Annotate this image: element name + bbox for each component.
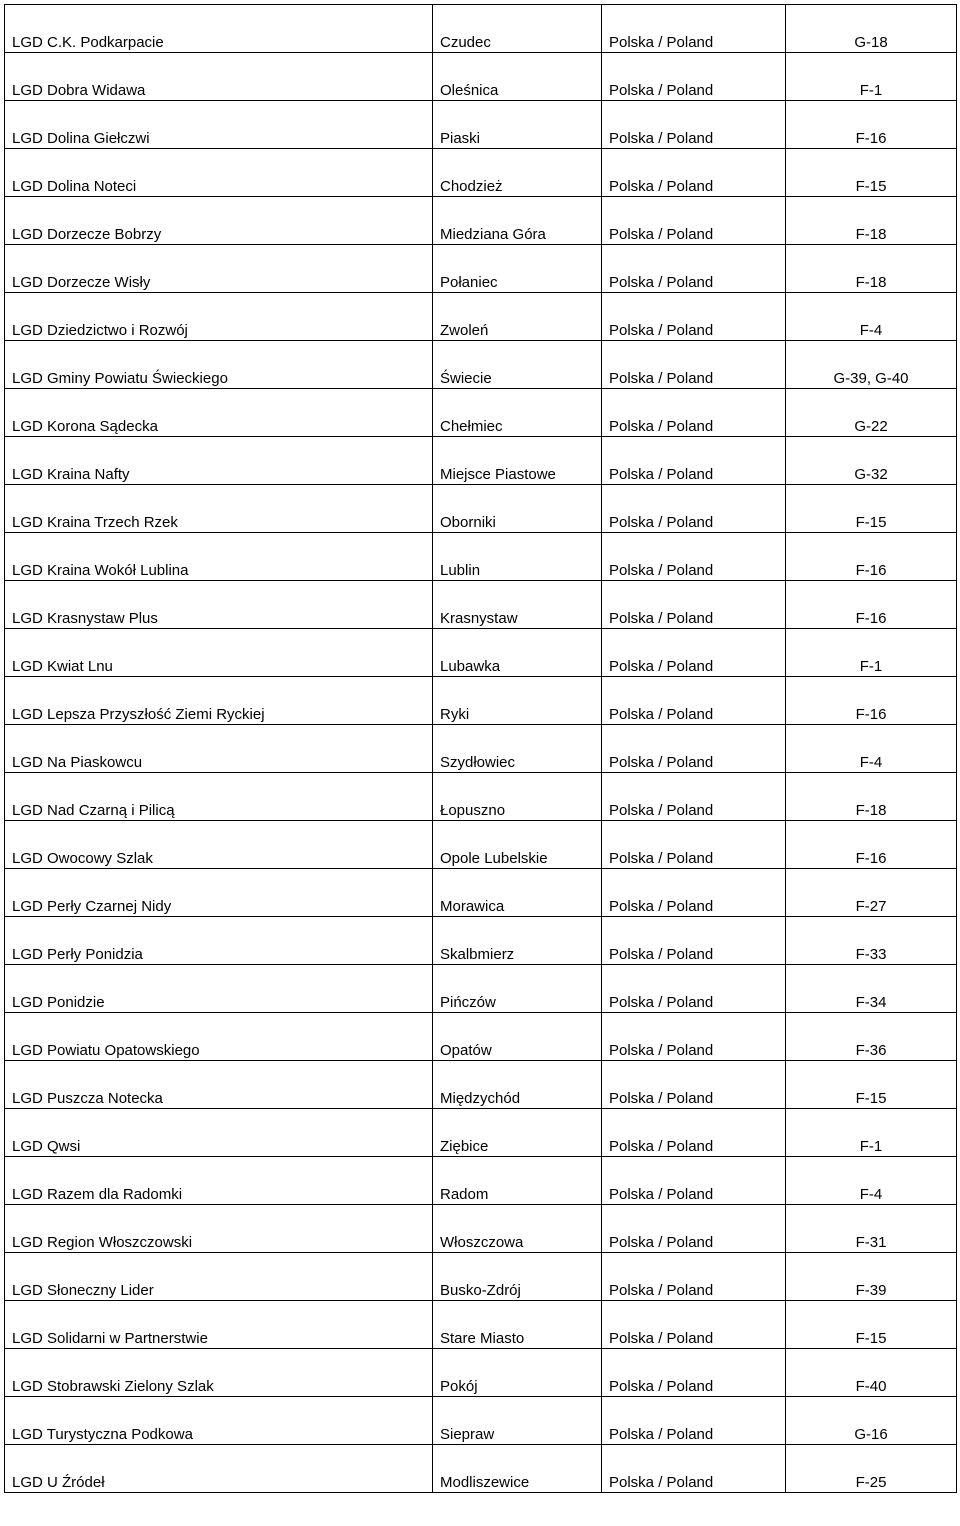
lgd-name-cell	[5, 1445, 433, 1493]
table-row	[5, 1013, 957, 1061]
city-cell	[433, 1205, 602, 1253]
country-cell-text: Polska / Poland	[609, 946, 714, 963]
region-code-cell-text: F-4	[859, 1186, 883, 1203]
country-cell	[602, 629, 786, 677]
region-code-cell	[786, 533, 957, 581]
region-code-cell	[786, 149, 957, 197]
city-cell	[433, 437, 602, 485]
lgd-name-cell-text: LGD Qwsi	[12, 1138, 81, 1155]
lgd-name-cell	[5, 1397, 433, 1445]
country-cell-text: Polska / Poland	[609, 1234, 714, 1251]
city-cell-text: Pokój	[440, 1378, 478, 1395]
lgd-name-cell	[5, 581, 433, 629]
lgd-name-cell-text: LGD Nad Czarną i Pilicą	[12, 802, 175, 819]
lgd-name-cell	[5, 1109, 433, 1157]
country-cell	[602, 677, 786, 725]
country-cell	[602, 917, 786, 965]
table-row	[5, 677, 957, 725]
region-code-cell-text: F-27	[855, 898, 887, 915]
region-code-cell	[786, 1013, 957, 1061]
region-code-cell	[786, 1061, 957, 1109]
city-cell	[433, 821, 602, 869]
country-cell-text: Polska / Poland	[609, 658, 714, 675]
region-code-cell-text: F-36	[855, 1042, 887, 1059]
country-cell-text: Polska / Poland	[609, 370, 714, 387]
region-code-cell	[786, 1301, 957, 1349]
country-cell	[602, 821, 786, 869]
city-cell	[433, 149, 602, 197]
country-cell-text: Polska / Poland	[609, 562, 714, 579]
country-cell	[602, 1013, 786, 1061]
region-code-cell-text: F-18	[855, 802, 887, 819]
region-code-cell-text: F-39	[855, 1282, 887, 1299]
country-cell-text: Polska / Poland	[609, 514, 714, 531]
city-cell-text: Międzychód	[440, 1090, 521, 1107]
table-row	[5, 1157, 957, 1205]
region-code-cell	[786, 1397, 957, 1445]
country-cell-text: Polska / Poland	[609, 1090, 714, 1107]
lgd-name-cell-text: LGD Solidarni w Partnerstwie	[12, 1330, 208, 1347]
table-row	[5, 485, 957, 533]
city-cell	[433, 677, 602, 725]
table-row	[5, 1349, 957, 1397]
region-code-cell-text: F-16	[855, 562, 887, 579]
lgd-name-cell	[5, 1157, 433, 1205]
country-cell	[602, 1253, 786, 1301]
region-code-cell	[786, 581, 957, 629]
table-row	[5, 629, 957, 677]
lgd-name-cell-text: LGD Kraina Nafty	[12, 466, 130, 483]
table-row	[5, 53, 957, 101]
table-row	[5, 1397, 957, 1445]
region-code-cell	[786, 245, 957, 293]
country-cell-text: Polska / Poland	[609, 802, 714, 819]
lgd-name-cell-text: LGD Dziedzictwo i Rozwój	[12, 322, 188, 339]
lgd-name-cell	[5, 1013, 433, 1061]
lgd-name-cell	[5, 53, 433, 101]
region-code-cell	[786, 437, 957, 485]
lgd-name-cell-text: LGD Dorzecze Bobrzy	[12, 226, 162, 243]
region-code-cell	[786, 773, 957, 821]
region-code-cell-text: F-15	[855, 514, 887, 531]
city-cell	[433, 53, 602, 101]
table-row	[5, 773, 957, 821]
country-cell	[602, 53, 786, 101]
region-code-cell	[786, 725, 957, 773]
table-row	[5, 101, 957, 149]
lgd-name-cell	[5, 437, 433, 485]
city-cell-text: Piaski	[440, 130, 481, 147]
table-row	[5, 821, 957, 869]
country-cell	[602, 581, 786, 629]
city-cell-text: Opole Lubelskie	[440, 850, 548, 867]
city-cell-text: Połaniec	[440, 274, 498, 291]
city-cell-text: Lubawka	[440, 658, 501, 675]
city-cell-text: Świecie	[440, 370, 492, 387]
city-cell	[433, 293, 602, 341]
city-cell	[433, 869, 602, 917]
lgd-name-cell-text: LGD Kraina Trzech Rzek	[12, 514, 178, 531]
table-row	[5, 293, 957, 341]
city-cell-text: Miejsce Piastowe	[440, 466, 556, 483]
city-cell-text: Chodzież	[440, 178, 503, 195]
city-cell	[433, 245, 602, 293]
lgd-name-cell-text: LGD Korona Sądecka	[12, 418, 158, 435]
lgd-name-cell-text: LGD Krasnystaw Plus	[12, 610, 158, 627]
lgd-name-cell-text: LGD Perły Czarnej Nidy	[12, 898, 172, 915]
region-code-cell	[786, 1205, 957, 1253]
city-cell-text: Lublin	[440, 562, 481, 579]
city-cell-text: Krasnystaw	[440, 610, 518, 627]
region-code-cell-text: F-15	[855, 1330, 887, 1347]
region-code-cell	[786, 389, 957, 437]
city-cell-text: Zwoleń	[440, 322, 489, 339]
table-row	[5, 1445, 957, 1493]
region-code-cell-text: F-16	[855, 130, 887, 147]
city-cell	[433, 1253, 602, 1301]
city-cell-text: Miedziana Góra	[440, 226, 546, 243]
table-row	[5, 341, 957, 389]
lgd-name-cell	[5, 1349, 433, 1397]
city-cell-text: Włoszczowa	[440, 1234, 524, 1251]
country-cell-text: Polska / Poland	[609, 322, 714, 339]
lgd-name-cell-text: LGD Owocowy Szlak	[12, 850, 153, 867]
city-cell	[433, 629, 602, 677]
country-cell	[602, 1109, 786, 1157]
country-cell	[602, 1301, 786, 1349]
city-cell	[433, 917, 602, 965]
region-code-cell	[786, 1445, 957, 1493]
table-row	[5, 389, 957, 437]
region-code-cell-text: F-16	[855, 610, 887, 627]
country-cell	[602, 773, 786, 821]
region-code-cell-text: G-32	[854, 466, 888, 483]
region-code-cell-text: F-18	[855, 274, 887, 291]
region-code-cell-text: F-16	[855, 850, 887, 867]
lgd-name-cell-text: LGD Dorzecze Wisły	[12, 274, 151, 291]
city-cell	[433, 1061, 602, 1109]
country-cell	[602, 5, 786, 53]
country-cell-text: Polska / Poland	[609, 226, 714, 243]
region-code-cell-text: G-39, G-40	[833, 370, 909, 387]
lgd-name-cell	[5, 101, 433, 149]
table-row	[5, 965, 957, 1013]
city-cell	[433, 1013, 602, 1061]
country-cell	[602, 1061, 786, 1109]
city-cell	[433, 1397, 602, 1445]
country-cell	[602, 1349, 786, 1397]
region-code-cell-text: F-1	[859, 658, 883, 675]
lgd-name-cell	[5, 1301, 433, 1349]
country-cell-text: Polska / Poland	[609, 418, 714, 435]
lgd-name-cell-text: LGD Słoneczny Lider	[12, 1282, 154, 1299]
region-code-cell-text: F-40	[855, 1378, 887, 1395]
country-cell-text: Polska / Poland	[609, 1330, 714, 1347]
region-code-cell-text: F-4	[859, 754, 883, 771]
lgd-name-cell-text: LGD Na Piaskowcu	[12, 754, 143, 771]
lgd-name-cell	[5, 1253, 433, 1301]
city-cell-text: Chełmiec	[440, 418, 503, 435]
country-cell-text: Polska / Poland	[609, 850, 714, 867]
city-cell-text: Morawica	[440, 898, 505, 915]
lgd-name-cell	[5, 197, 433, 245]
country-cell	[602, 245, 786, 293]
country-cell-text: Polska / Poland	[609, 1282, 714, 1299]
city-cell	[433, 341, 602, 389]
lgd-name-cell	[5, 677, 433, 725]
table-row	[5, 917, 957, 965]
country-cell-text: Polska / Poland	[609, 1138, 714, 1155]
country-cell-text: Polska / Poland	[609, 34, 714, 51]
country-cell-text: Polska / Poland	[609, 754, 714, 771]
city-cell	[433, 773, 602, 821]
lgd-name-cell-text: LGD Gminy Powiatu Świeckiego	[12, 370, 228, 387]
country-cell-text: Polska / Poland	[609, 1378, 714, 1395]
region-code-cell	[786, 1157, 957, 1205]
city-cell	[433, 581, 602, 629]
lgd-name-cell-text: LGD Dobra Widawa	[12, 82, 146, 99]
lgd-name-cell	[5, 917, 433, 965]
region-code-cell-text: F-18	[855, 226, 887, 243]
city-cell	[433, 1349, 602, 1397]
city-cell-text: Skalbmierz	[440, 946, 515, 963]
lgd-name-cell-text: LGD Ponidzie	[12, 994, 105, 1011]
city-cell-text: Modliszewice	[440, 1474, 530, 1491]
lgd-name-cell-text: LGD Kwiat Lnu	[12, 658, 113, 675]
lgd-name-cell	[5, 629, 433, 677]
region-code-cell	[786, 677, 957, 725]
country-cell-text: Polska / Poland	[609, 130, 714, 147]
lgd-name-cell-text: LGD Razem dla Radomki	[12, 1186, 183, 1203]
region-code-cell-text: F-16	[855, 706, 887, 723]
country-cell-text: Polska / Poland	[609, 466, 714, 483]
country-cell	[602, 293, 786, 341]
city-cell-text: Siepraw	[440, 1426, 495, 1443]
lgd-name-cell	[5, 1061, 433, 1109]
table-row	[5, 437, 957, 485]
city-cell	[433, 101, 602, 149]
city-cell	[433, 965, 602, 1013]
lgd-name-cell-text: LGD U Źródeł	[12, 1474, 105, 1491]
city-cell-text: Oborniki	[440, 514, 496, 531]
region-code-cell-text: F-31	[855, 1234, 887, 1251]
table-row	[5, 5, 957, 53]
city-cell-text: Pińczów	[440, 994, 496, 1011]
lgd-name-cell	[5, 773, 433, 821]
city-cell	[433, 1445, 602, 1493]
country-cell	[602, 197, 786, 245]
country-cell	[602, 869, 786, 917]
country-cell-text: Polska / Poland	[609, 82, 714, 99]
country-cell	[602, 533, 786, 581]
region-code-cell	[786, 1109, 957, 1157]
region-code-cell	[786, 197, 957, 245]
country-cell	[602, 965, 786, 1013]
table-row	[5, 149, 957, 197]
region-code-cell-text: F-1	[859, 1138, 883, 1155]
lgd-name-cell-text: LGD Perły Ponidzia	[12, 946, 143, 963]
table-row	[5, 581, 957, 629]
region-code-cell-text: F-15	[855, 178, 887, 195]
region-code-cell	[786, 965, 957, 1013]
region-code-cell	[786, 1253, 957, 1301]
lgd-name-cell	[5, 485, 433, 533]
country-cell	[602, 485, 786, 533]
country-cell-text: Polska / Poland	[609, 274, 714, 291]
lgd-name-cell-text: LGD Region Włoszczowski	[12, 1234, 193, 1251]
city-cell-text: Busko-Zdrój	[440, 1282, 521, 1299]
lgd-name-cell-text: LGD C.K. Podkarpacie	[12, 34, 164, 51]
lgd-name-cell	[5, 533, 433, 581]
country-cell	[602, 389, 786, 437]
country-cell	[602, 1445, 786, 1493]
table-row	[5, 1109, 957, 1157]
country-cell	[602, 1205, 786, 1253]
lgd-name-cell	[5, 341, 433, 389]
region-code-cell	[786, 5, 957, 53]
country-cell	[602, 725, 786, 773]
country-cell-text: Polska / Poland	[609, 178, 714, 195]
region-code-cell-text: G-18	[854, 34, 888, 51]
country-cell	[602, 1157, 786, 1205]
country-cell-text: Polska / Poland	[609, 1426, 714, 1443]
city-cell-text: Szydłowiec	[440, 754, 516, 771]
lgd-table-body	[5, 5, 957, 1493]
region-code-cell-text: F-15	[855, 1090, 887, 1107]
region-code-cell-text: F-34	[855, 994, 887, 1011]
lgd-name-cell	[5, 821, 433, 869]
city-cell-text: Oleśnica	[440, 82, 499, 99]
city-cell	[433, 197, 602, 245]
region-code-cell-text: F-4	[859, 322, 883, 339]
lgd-name-cell-text: LGD Kraina Wokół Lublina	[12, 562, 189, 579]
table-row	[5, 245, 957, 293]
city-cell	[433, 1301, 602, 1349]
lgd-name-cell	[5, 869, 433, 917]
country-cell-text: Polska / Poland	[609, 994, 714, 1011]
lgd-name-cell	[5, 725, 433, 773]
city-cell	[433, 725, 602, 773]
region-code-cell	[786, 821, 957, 869]
country-cell-text: Polska / Poland	[609, 1042, 714, 1059]
country-cell	[602, 101, 786, 149]
lgd-name-cell-text: LGD Puszcza Notecka	[12, 1090, 163, 1107]
lgd-name-cell	[5, 965, 433, 1013]
city-cell-text: Opatów	[440, 1042, 492, 1059]
region-code-cell-text: F-1	[859, 82, 883, 99]
city-cell-text: Łopuszno	[440, 802, 506, 819]
lgd-name-cell-text: LGD Turystyczna Podkowa	[12, 1426, 193, 1443]
city-cell-text: Radom	[440, 1186, 489, 1203]
table-row	[5, 1061, 957, 1109]
city-cell-text: Ryki	[440, 706, 470, 723]
country-cell-text: Polska / Poland	[609, 1474, 714, 1491]
table-row	[5, 1205, 957, 1253]
table-row	[5, 1253, 957, 1301]
region-code-cell	[786, 101, 957, 149]
table-row	[5, 197, 957, 245]
region-code-cell-text: F-33	[855, 946, 887, 963]
region-code-cell	[786, 53, 957, 101]
lgd-name-cell-text: LGD Lepsza Przyszłość Ziemi Ryckiej	[12, 706, 265, 723]
city-cell	[433, 389, 602, 437]
city-cell-text: Czudec	[440, 34, 491, 51]
region-code-cell	[786, 629, 957, 677]
region-code-cell	[786, 917, 957, 965]
city-cell	[433, 485, 602, 533]
region-code-cell	[786, 869, 957, 917]
lgd-name-cell	[5, 389, 433, 437]
lgd-name-cell	[5, 5, 433, 53]
country-cell-text: Polska / Poland	[609, 610, 714, 627]
lgd-name-cell-text: LGD Dolina Noteci	[12, 178, 137, 195]
lgd-name-cell	[5, 149, 433, 197]
lgd-name-cell-text: LGD Powiatu Opatowskiego	[12, 1042, 200, 1059]
country-cell	[602, 341, 786, 389]
country-cell	[602, 149, 786, 197]
region-code-cell	[786, 341, 957, 389]
region-code-cell-text: G-22	[854, 418, 888, 435]
country-cell-text: Polska / Poland	[609, 898, 714, 915]
country-cell-text: Polska / Poland	[609, 706, 714, 723]
country-cell-text: Polska / Poland	[609, 1186, 714, 1203]
region-code-cell-text: G-16	[854, 1426, 888, 1443]
lgd-name-cell-text: LGD Stobrawski Zielony Szlak	[12, 1378, 214, 1395]
region-code-cell-text: F-25	[855, 1474, 887, 1491]
country-cell	[602, 1397, 786, 1445]
city-cell	[433, 1157, 602, 1205]
table-row	[5, 725, 957, 773]
table-row	[5, 533, 957, 581]
region-code-cell	[786, 485, 957, 533]
city-cell-text: Stare Miasto	[440, 1330, 525, 1347]
city-cell	[433, 5, 602, 53]
lgd-name-cell	[5, 245, 433, 293]
region-code-cell	[786, 293, 957, 341]
city-cell	[433, 1109, 602, 1157]
lgd-name-cell	[5, 293, 433, 341]
country-cell	[602, 437, 786, 485]
table-row	[5, 869, 957, 917]
lgd-name-cell	[5, 1205, 433, 1253]
region-code-cell	[786, 1349, 957, 1397]
lgd-name-cell-text: LGD Dolina Giełczwi	[12, 130, 150, 147]
lgd-table	[4, 4, 957, 1493]
table-row	[5, 1301, 957, 1349]
city-cell-text: Ziębice	[440, 1138, 489, 1155]
city-cell	[433, 533, 602, 581]
